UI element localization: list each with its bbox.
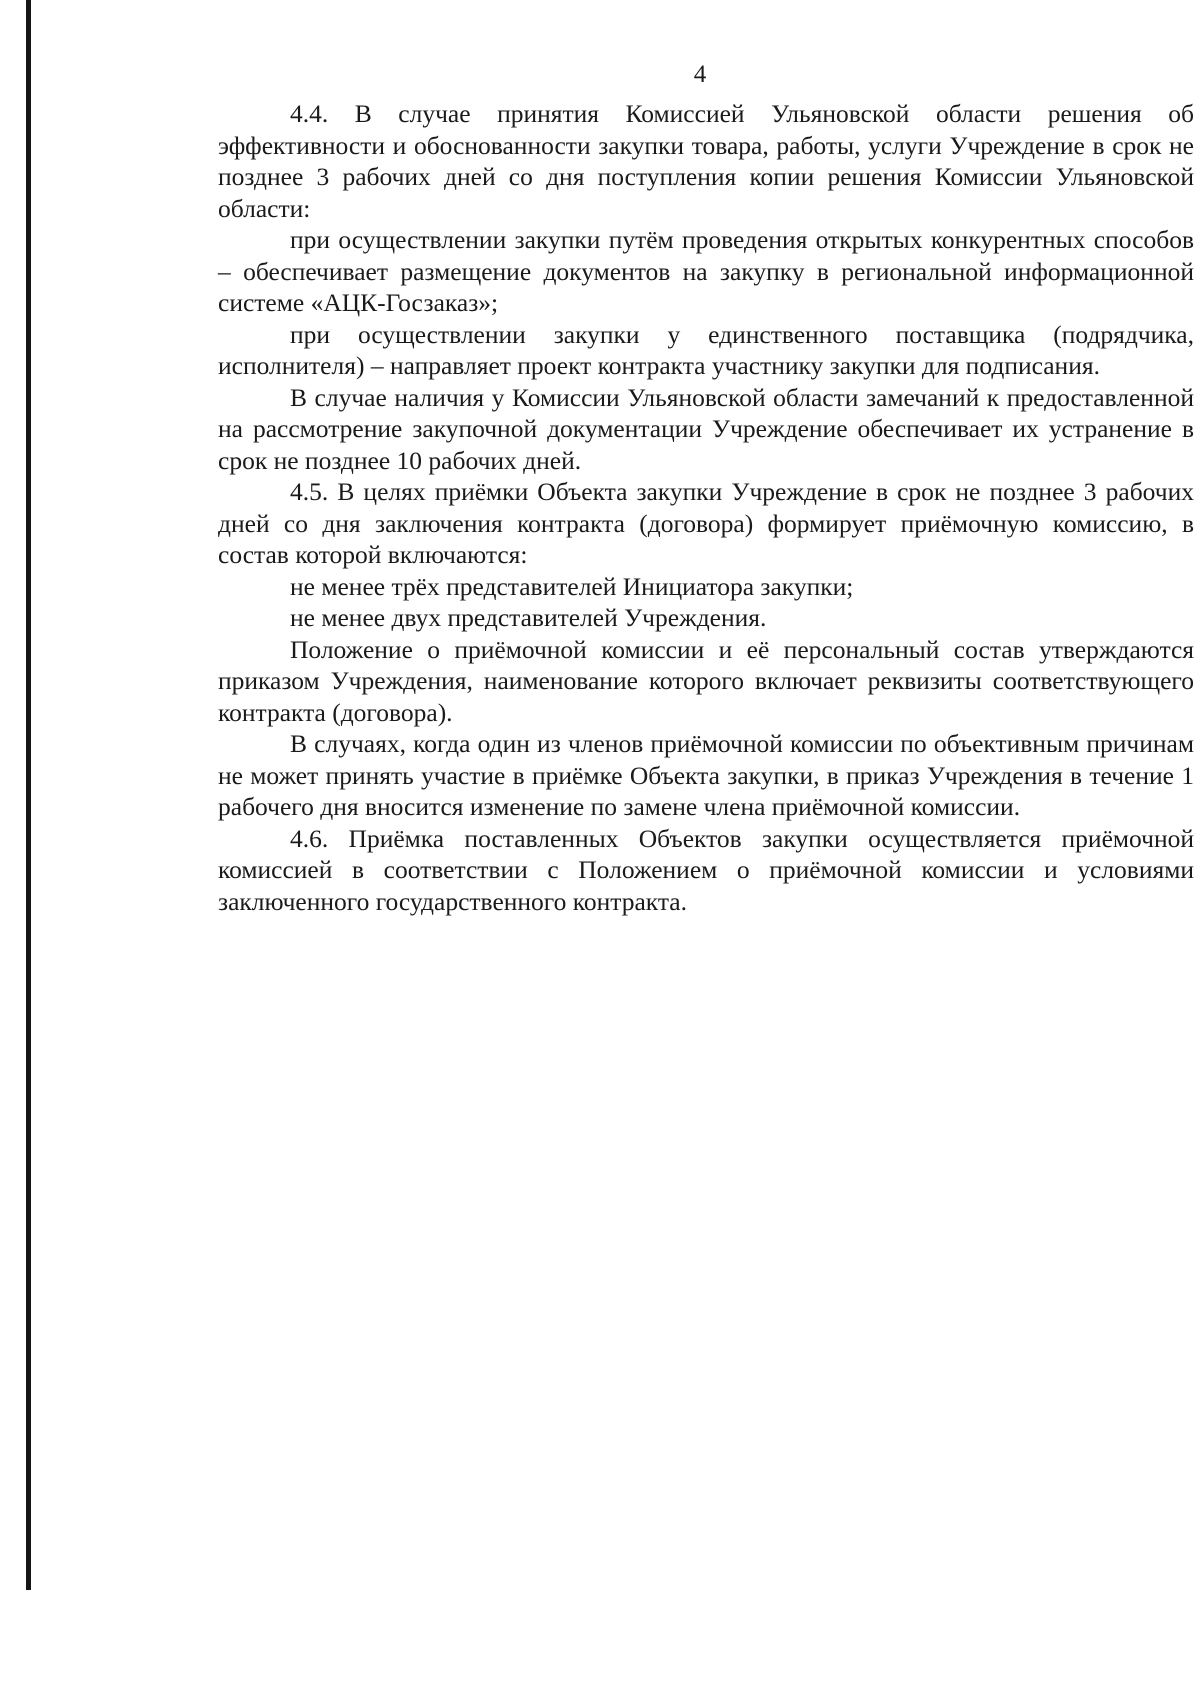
paragraph-institution-representatives: не менее двух представителей Учреждения. [290, 603, 767, 632]
paragraph-single-supplier: при осуществлении закупки у единственного поставщика (подрядчика, исполнителя) – направляет проект контракта участнику закупки для подписания. [218, 319, 1194, 380]
paragraph-open-procedures: при осуществлении закупки путём проведения открытых конкурентных способов – обеспечивает размещение документов на закупку в региональной информационной системе «АЦК-Госзаказ»; [218, 225, 1194, 317]
paragraph-remarks: В случае наличия у Комиссии Ульяновской области замечаний к предоставленной на рассмотрение закупочной документации Учреждение обеспечивает их устранение в срок не позднее 10 рабочих дней. [218, 382, 1194, 475]
paragraph-initiator-representatives: не менее трёх представителей Инициатора закупки; [290, 571, 854, 601]
scan-edge-shadow [26, 0, 31, 1590]
paragraph-commission-regulation: Положение о приёмочной комиссии и её персональный состав утверждаются приказом Учреждения, наименование которого включает реквизиты соответствующего контракта (договора). [218, 634, 1194, 727]
paragraph-4-6: 4.6. Приёмка поставленных Объектов закупки осуществляется приёмочной комиссией в соответствии с Положением о приёмочной комиссии и условиями заключенного государственного контракта. [218, 823, 1194, 916]
paragraph-4-4: 4.4. В случае принятия Комиссией Ульяновской области решения об эффективности и обоснованности закупки товара, работы, услуги Учреждение в срок не позднее 3 рабочих дней со дня поступления копии решения Комиссии Ульяновской области: [218, 99, 1194, 223]
document-body [218, 98, 1194, 917]
paragraph-member-replacement: В случаях, когда один из членов приёмочной комиссии по объективным причинам не может принять участие в приёмке Объекта закупки, в приказ Учреждения в течение 1 рабочего дня вносится изменение по замене члена приёмочной комиссии. [218, 729, 1194, 821]
paragraph-4-5: 4.5. В целях приёмки Объекта закупки Учреждение в срок не позднее 3 рабочих дней со дня заключения контракта (договора) формирует приёмочную комиссию, в состав которой включаются: [218, 477, 1194, 569]
page-number: 4 [693, 61, 707, 88]
